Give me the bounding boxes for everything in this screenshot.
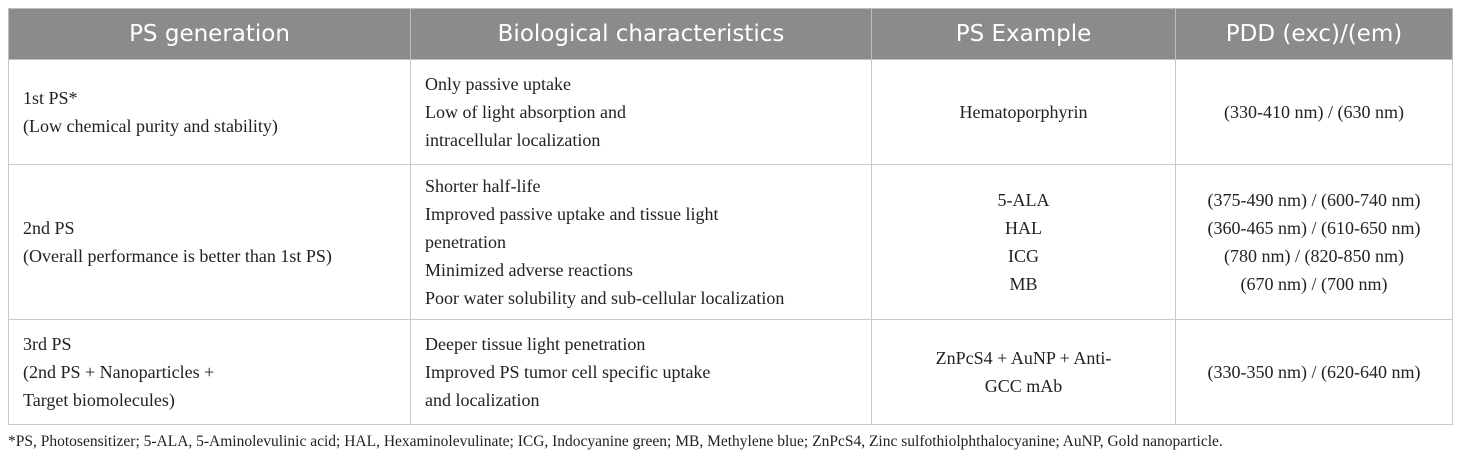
cell-pdd [1176, 60, 1453, 165]
cell-line: Poor water solubility and sub-cellular localization [425, 288, 785, 308]
cell-line: (780 nm) / (820-850 nm) [1224, 246, 1404, 266]
cell-generation [9, 320, 411, 425]
header-pdd: PDD (exc)/(em) [1176, 9, 1453, 60]
header-ps-generation: PS generation [9, 9, 411, 60]
ps-generation-table [8, 8, 1453, 425]
table-row [9, 165, 1453, 320]
cell-line: Improved passive uptake and tissue light [425, 204, 719, 224]
cell-line: Minimized adverse reactions [425, 260, 633, 280]
cell-line: (360-465 nm) / (610-650 nm) [1207, 218, 1421, 238]
cell-line: GCC mAb [984, 376, 1063, 396]
cell-line: 3rd PS [23, 334, 72, 354]
cell-generation [9, 60, 411, 165]
cell-line: (Overall performance is better than 1st PS) [23, 246, 332, 266]
cell-line: Low of light absorption and [425, 102, 626, 122]
cell-line: 5-ALA [997, 190, 1050, 210]
cell-line: Deeper tissue light penetration [425, 334, 646, 354]
table-footnote: *PS, Photosensitizer; 5-ALA, 5-Aminolevulinic acid; HAL, Hexaminolevulinate; ICG, Indocyanine green; MB, Methylene blue; ZnPcS4, Zinc sulfothiolphthalocyanine; AuNP, Gold nanoparticle. [8, 433, 1223, 450]
cell-line: (375-490 nm) / (600-740 nm) [1207, 190, 1421, 210]
cell-line: penetration [425, 232, 506, 252]
cell-line: Only passive uptake [425, 74, 571, 94]
table-row [9, 320, 1453, 425]
cell-line: Target biomolecules) [23, 390, 175, 410]
cell-example [872, 320, 1176, 425]
cell-line: and localization [425, 390, 540, 410]
cell-line: intracellular localization [425, 130, 601, 150]
cell-line: (2nd PS + Nanoparticles + [23, 362, 215, 382]
table-header-row [9, 9, 1453, 60]
cell-pdd [1176, 165, 1453, 320]
cell-line: 1st PS* [23, 88, 78, 108]
cell-line: (670 nm) / (700 nm) [1240, 274, 1388, 294]
cell-line: (330-350 nm) / (620-640 nm) [1207, 362, 1421, 382]
cell-example [872, 165, 1176, 320]
cell-line: Improved PS tumor cell specific uptake [425, 362, 711, 382]
cell-line: Hematoporphyrin [959, 102, 1088, 122]
cell-line: 2nd PS [23, 218, 75, 238]
table-row [9, 60, 1453, 165]
cell-line: (Low chemical purity and stability) [23, 116, 278, 136]
cell-line: HAL [1005, 218, 1042, 238]
cell-line: ZnPcS4 + AuNP + Anti- [935, 348, 1112, 368]
cell-line: Shorter half-life [425, 176, 541, 196]
cell-generation [9, 165, 411, 320]
cell-characteristics [411, 320, 872, 425]
cell-example [872, 60, 1176, 165]
cell-characteristics [411, 165, 872, 320]
cell-line: (330-410 nm) / (630 nm) [1224, 102, 1404, 122]
cell-characteristics [411, 60, 872, 165]
header-ps-example: PS Example [872, 9, 1176, 60]
cell-pdd [1176, 320, 1453, 425]
cell-line: ICG [1008, 246, 1039, 266]
header-biological-characteristics: Biological characteristics [411, 9, 872, 60]
cell-line: MB [1009, 274, 1038, 294]
